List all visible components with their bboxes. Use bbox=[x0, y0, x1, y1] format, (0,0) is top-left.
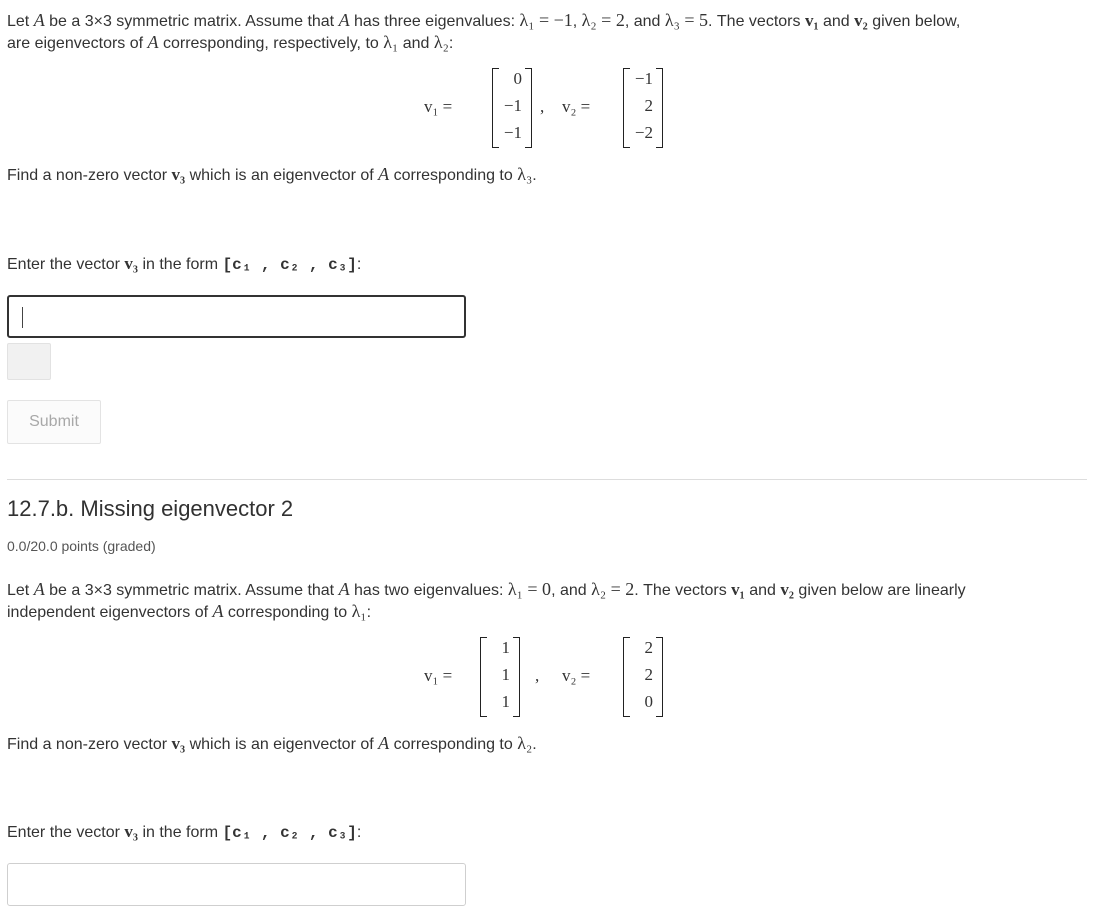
p1-find-text: Find a non-zero vector v₃ which is an eigenvector of A corresponding to λ₃. bbox=[7, 164, 537, 184]
eigenvalue-2: λ₂ = 2 bbox=[581, 10, 625, 30]
eigenvalue-3: λ₃ = 5 bbox=[664, 10, 709, 30]
v1-label: v₁ = bbox=[424, 97, 453, 116]
v2-entry-2: 2 bbox=[644, 96, 653, 115]
v2-entry-3: 0 bbox=[644, 692, 653, 711]
eigenvalue-1: λ₁ = 0 bbox=[507, 579, 552, 599]
v2-matrix bbox=[623, 637, 663, 717]
vector-separator: , bbox=[540, 97, 545, 116]
v2-entry-2: 2 bbox=[644, 665, 653, 684]
p2-enter-instruction: Enter the vector v₃ in the form [c₁ , c₂ , c₃]: bbox=[7, 822, 362, 842]
v2-entry-3: −2 bbox=[634, 123, 653, 142]
v1-entry-3: −1 bbox=[503, 123, 522, 142]
p2-intro-line1: Let A be a 3×3 symmetric matrix. Assume that A has two eigenvalues: λ₁ = 0, and λ₂ = 2. The vectors v₁ and v₂ given below are linearly bbox=[7, 579, 966, 599]
vector-separator: , bbox=[535, 666, 540, 685]
submit-button[interactable]: Submit bbox=[7, 400, 101, 444]
matrix-symbol: A bbox=[33, 10, 45, 30]
points-status: 0.0/20.0 points (graded) bbox=[7, 538, 156, 554]
v1-entry-1: 1 bbox=[501, 638, 510, 657]
section-divider bbox=[7, 479, 1087, 480]
v1-label: v₁ = bbox=[424, 666, 453, 685]
v1-entry-2: 1 bbox=[501, 665, 510, 684]
problem-title: 12.7.b. Missing eigenvector 2 bbox=[7, 496, 294, 521]
p1-preview-box bbox=[7, 343, 51, 380]
v1-entry-1: 0 bbox=[513, 69, 522, 88]
p2-answer-input[interactable] bbox=[7, 863, 466, 906]
v2-label: v₂ = bbox=[562, 97, 591, 116]
p2-find-text: Find a non-zero vector v₃ which is an eigenvector of A corresponding to λ₂. bbox=[7, 733, 537, 753]
p2-intro-line2: independent eigenvectors of A corresponding to λ₁: bbox=[7, 601, 372, 621]
p1-answer-input[interactable] bbox=[7, 295, 466, 338]
v2-matrix bbox=[623, 68, 663, 148]
v2-entry-1: 2 bbox=[644, 638, 653, 657]
v2-entry-1: −1 bbox=[634, 69, 653, 88]
v2-label: v₂ = bbox=[562, 666, 591, 685]
v1-entry-2: −1 bbox=[503, 96, 522, 115]
eigenvalue-2: λ₂ = 2 bbox=[591, 579, 635, 599]
eigenvalue-1: λ₁ = −1 bbox=[519, 10, 573, 30]
p1-intro-line1: Let A be a 3×3 symmetric matrix. Assume that A has three eigenvalues: λ₁ = −1, λ₂ = 2, and λ₃ = 5. The vectors v₁ and v₂ given below, bbox=[7, 10, 961, 30]
v1-matrix bbox=[480, 637, 520, 717]
v1-entry-3: 1 bbox=[501, 692, 510, 711]
p1-intro-line2: are eigenvectors of A corresponding, respectively, to λ₁ and λ₂: bbox=[7, 32, 454, 52]
text-cursor bbox=[22, 307, 23, 328]
v1-matrix bbox=[492, 68, 532, 148]
p1-enter-instruction: Enter the vector v₃ in the form [c₁ , c₂ , c₃]: bbox=[7, 254, 362, 274]
